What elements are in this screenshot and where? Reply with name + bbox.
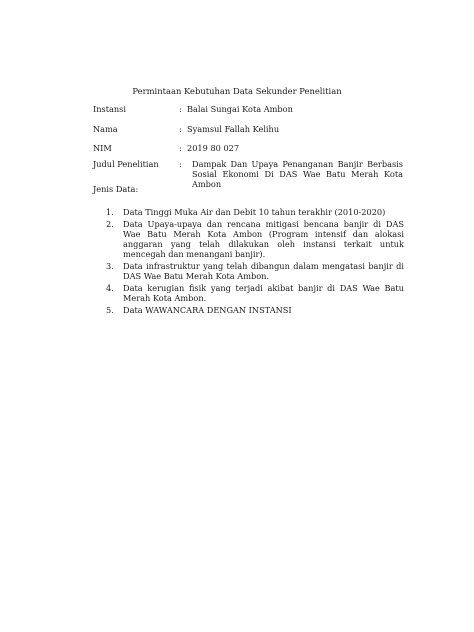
list-item: [106, 283, 404, 303]
list-item-number: 3.: [106, 261, 114, 271]
list-item-number: 2.: [106, 219, 114, 229]
list-item-number: 1.: [106, 207, 114, 217]
field-label: Judul Penelitian: [93, 159, 159, 169]
field-colon: :: [179, 143, 182, 153]
list-item-text: Data infrastruktur yang telah dibangun dalam mengatasi banjir di DAS Wae Batu Merah Kota Ambon.: [123, 261, 404, 281]
field-colon: :: [179, 159, 182, 169]
list-item-text: Data Upaya-upaya dan rencana mitigasi bencana banjir di DAS Wae Batu Merah Kota Ambon (Program intensif dan alokasi anggaran yang telah dilakukan oleh instansi terkait untuk mencegah dan menangani banjir).: [123, 219, 404, 259]
list-item: [106, 219, 404, 259]
field-value: 2019 80 027: [187, 143, 240, 153]
jenis-data-list: [106, 207, 404, 317]
list-item-number: 5.: [106, 305, 114, 315]
field-label: Nama: [93, 124, 118, 134]
list-item-text: Data kerugian fisik yang terjadi akibat banjir di DAS Wae Batu Merah Kota Ambon.: [123, 283, 404, 303]
list-item-text: Data WAWANCARA DENGAN INSTANSI: [123, 305, 292, 315]
field-value: Balai Sungai Kota Ambon: [187, 104, 293, 114]
jenis-data-heading: Jenis Data:: [93, 184, 139, 194]
field-value: Dampak Dan Upaya Penanganan Banjir Berbasis Sosial Ekonomi Di DAS Wae Batu Merah Kota Ambon: [192, 159, 403, 189]
field-value: Syamsul Fallah Kelihu: [187, 124, 280, 134]
field-colon: :: [179, 124, 182, 134]
list-item: [106, 305, 404, 315]
field-colon: :: [179, 104, 182, 114]
list-item: [106, 261, 404, 281]
list-item-text: Data Tinggi Muka Air dan Debit 10 tahun terakhir (2010-2020): [123, 207, 386, 217]
list-item-number: 4.: [106, 283, 114, 293]
document-title: Permintaan Kebutuhan Data Sekunder Penelitian: [132, 86, 342, 96]
field-label: Instansi: [93, 104, 126, 114]
field-label: NIM: [93, 143, 112, 153]
list-item: [106, 207, 404, 217]
